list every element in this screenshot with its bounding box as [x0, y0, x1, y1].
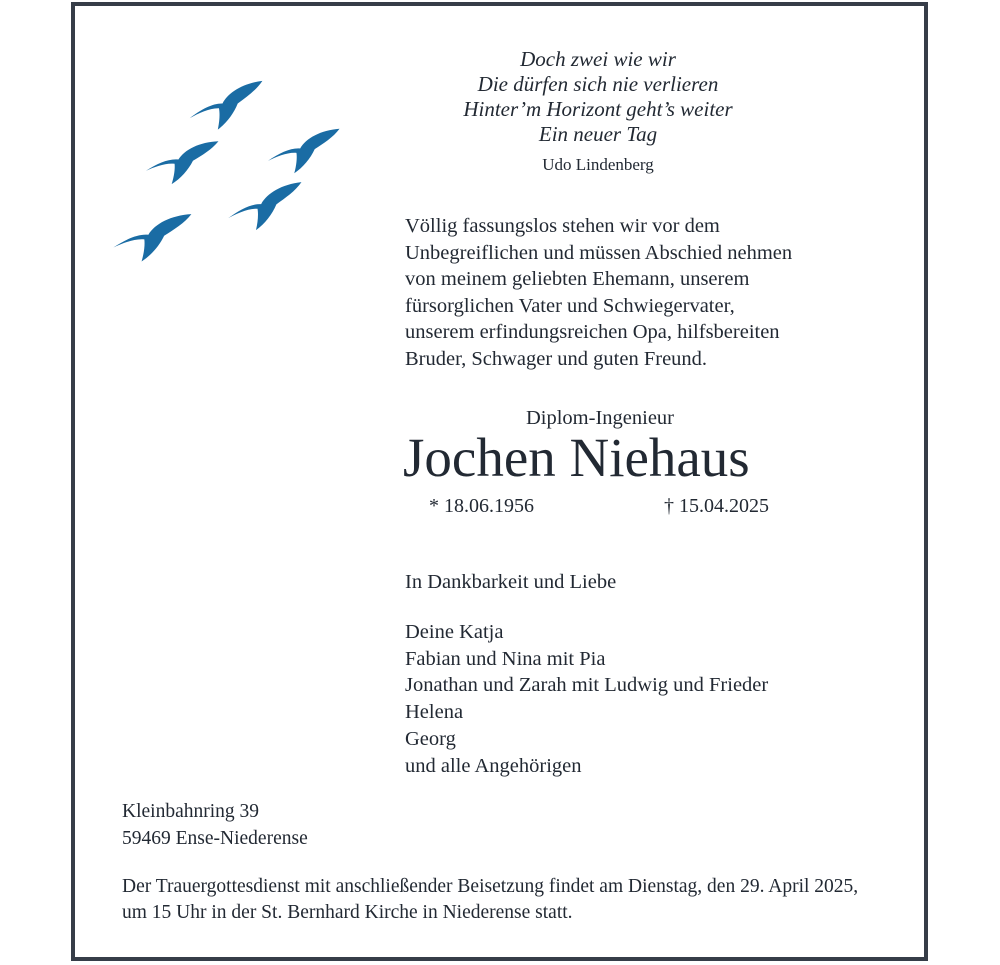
announcement-line: von meinem geliebten Ehemann, unserem — [405, 268, 750, 290]
address-line: Kleinbahnring 39 — [122, 801, 260, 822]
poem-line: Hinter’m Horizont geht’s weiter — [463, 97, 733, 121]
announcement-line: Völlig fassungslos stehen wir vor dem — [405, 215, 720, 237]
deceased-title: Diplom-Ingenieur — [525, 407, 674, 429]
seagull-icon — [188, 81, 265, 131]
announcement-line: Unbegreiflichen und müssen Abschied nehmen — [405, 241, 793, 264]
mourner-line: Deine Katja — [405, 621, 504, 643]
poem-line: Ein neuer Tag — [538, 122, 658, 146]
poem-line: Doch zwei wie wir — [520, 47, 676, 71]
birds-illustration — [100, 72, 360, 267]
seagull-icon — [113, 213, 191, 263]
poem-attribution: Udo Lindenberg — [542, 155, 654, 174]
announcement-line: Bruder, Schwager und guten Freund. — [405, 347, 708, 370]
seagull-icon — [227, 182, 303, 231]
mourner-line: Helena — [405, 701, 464, 724]
address-line: 59469 Ense-Niederense — [122, 827, 308, 849]
deceased-name: Jochen Niehaus — [403, 427, 750, 488]
seagull-icon — [145, 139, 218, 186]
mourner-line: Fabian und Nina mit Pia — [405, 647, 606, 670]
mourner-line: Georg — [405, 727, 456, 750]
closing-line: In Dankbarkeit und Liebe — [405, 571, 617, 593]
seagull-icon — [268, 129, 340, 174]
service-line: Der Trauergottesdienst mit anschließender Beisetzung findet am Dienstag, den 29. April 2025, — [122, 876, 859, 897]
life-dates — [405, 495, 795, 523]
mourner-line: Jonathan und Zarah mit Ludwig und Frieder — [405, 674, 769, 697]
birth-date: * 18.06.1956 — [429, 495, 534, 517]
address-block — [122, 799, 308, 852]
death-date: † 15.04.2025 — [664, 495, 769, 517]
mourners-list — [405, 619, 825, 779]
poem-line: Die dürfen sich nie verlieren — [477, 72, 719, 96]
mourner-line: und alle Angehörigen — [405, 754, 582, 777]
announcement-block — [405, 213, 825, 372]
service-info-block — [122, 874, 892, 926]
service-line: um 15 Uhr in der St. Bernhard Kirche in Niederense statt. — [122, 902, 573, 923]
poem-block — [405, 47, 791, 176]
announcement-line: unserem erfindungsreichen Opa, hilfsbereiten — [405, 321, 780, 343]
announcement-line: fürsorglichen Vater und Schwiegervater, — [405, 294, 735, 317]
